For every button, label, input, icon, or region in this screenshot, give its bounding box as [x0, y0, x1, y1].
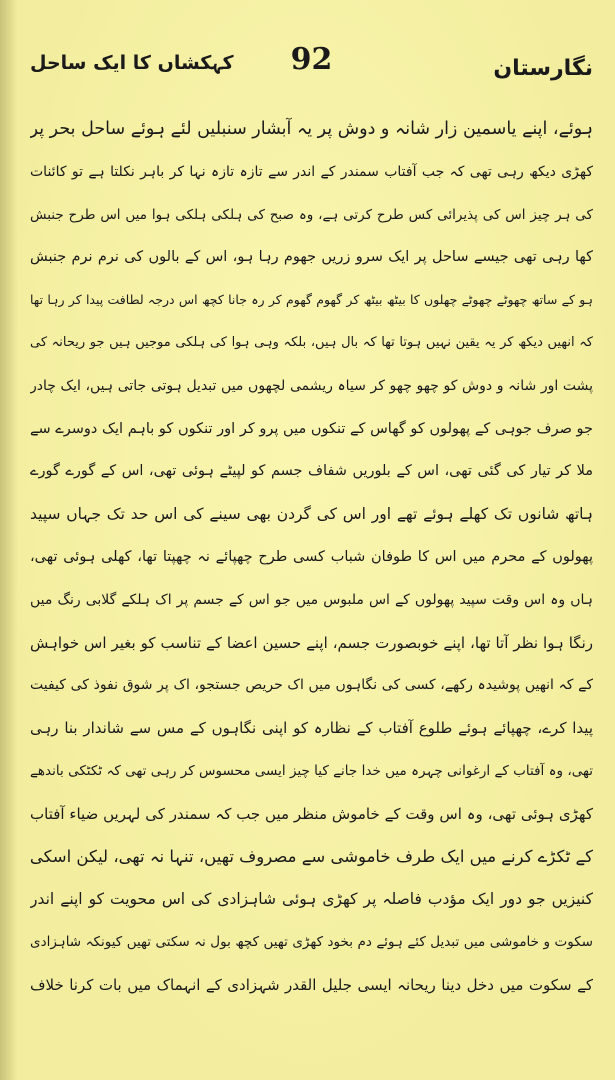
text-line: کھڑی دیکھ رہی تھی کہ جب آفتاب سمندر کے اندر سے تازہ تازہ نہا کر باہر نکلتا ہے تو کائنات	[30, 163, 593, 180]
body-text	[30, 108, 593, 1007]
page-header	[30, 40, 593, 90]
text-line: پھولوں کے محرم میں اس کا طوفان شباب کسی طرح چھپائے نہ چھپتا تھا، کھلی ہوئی تھی،	[30, 548, 593, 565]
text-line: تھی، وہ آفتاب کے ارغوانی چہرہ میں خدا جانے کیا چیز ایسی محسوس کر رہی تھی کہ ٹکٹکی باندھے	[30, 762, 593, 779]
text-line: کے سکوت میں دخل دینا ریحانہ ایسی جلیل القدر شہزادی کے انہماک میں بات کرنا خلاف	[30, 975, 593, 994]
text-line: کے کہ انھیں پوشیدہ رکھے، کسی کی نگاہوں میں اک حریص جستجو، اک پر شوق نفوذ کی کیفیت	[30, 677, 593, 694]
text-line: کھڑی ہوئی تھی، وہ اس وقت کے خاموش منظر میں جب کہ سمندر کی لہریں ضیاء آفتاب	[30, 804, 593, 823]
text-line: ہو کے ساتھ چھوٹے چھوٹے چھلوں کا بیٹھ بیٹھ کر گھوم گھوم کر رہ جانا کچھ اس درجہ لطافت پیدا کر رہا تھا	[30, 292, 593, 308]
text-line: ہوئے، اپنے یاسمین زار شانہ و دوش پر یہ آبشار سنبلیں لئے ہوئے ساحل بحر پر	[30, 119, 593, 139]
text-line: کہ انھیں دیکھ کر یہ یقین نہیں ہوتا تھا کہ بال ہیں، بلکہ وہی ہوا کی ہلکی موجیں ہیں جو ریحانہ کی	[30, 334, 593, 350]
book-title: نگارستان	[493, 56, 593, 81]
text-line: کنیزیں جو دور ایک مؤدب فاصلہ پر کھڑی ہوئی شاہزادی کی اس محویت کو اپنے اندر	[30, 890, 593, 909]
text-line: رنگا ہوا نظر آتا تھا، اپنے خوبصورت جسم، اپنے حسین اعضا کے تناسب کو بغیر اس خواہش	[30, 633, 593, 652]
text-line: ہاتھ شانوں تک کھلے ہوئے تھے اور اس کی گردن بھی سینے کی اس حد تک جہاں سپید	[30, 505, 593, 524]
page-number: 92	[290, 42, 333, 77]
text-line: سکوت و خاموشی میں تبدیل کئے ہوئے دم بخود کھڑی تھیں کچھ بول نہ سکتی تھیں کیونکہ شاہزادی	[30, 934, 593, 951]
text-line: ملا کر تیار کی گئی تھی، اس کے بلوریں شفاف جسم کو لپیٹے ہوئی تھی، اس کے گورے گورے	[30, 463, 593, 480]
text-line: ہاں وہ اس وقت سپید پھولوں کے اس ملبوس میں جو اس کے جسم پر اک ہلکے گلابی رنگ میں	[30, 591, 593, 608]
text-line: پیدا کرے، چھپائے ہوئے طلوع آفتاب کے نظارہ کو اپنی نگاہوں کے مس سے شاندار بنا رہی	[30, 719, 593, 738]
text-line: کی ہر چیز اس کی پذیرائی کس طرح کرتی ہے، وہ صبح کی ہلکی ہلکی ہوا میں اس طرح جنبش	[30, 206, 593, 223]
text-line: کھا رہی تھی جیسے ساحل پر ایک سرو زریں جھوم رہا ہو، اس کے بالوں کی نرم نرم جنبش	[30, 249, 593, 266]
chapter-title: کہکشاں کا ایک ساحل	[30, 52, 234, 74]
text-line: پشت اور شانہ و دوش کو چھو چھو کر سیاہ ریشمی لچھوں میں تبدیل ہوتی جاتی ہیں، ایک چادر	[30, 377, 593, 394]
text-line: کے ٹکڑے کرنے میں ایک طرف خاموشی سے مصروف تھیں، تنہا نہ تھی، لیکن اسکی	[30, 846, 593, 866]
text-line: جو صرف جوہی کے پھولوں کو گھاس کے تنکوں میں پرو کر اور تنکوں کو باہم ایک دوسرے سے	[30, 420, 593, 437]
